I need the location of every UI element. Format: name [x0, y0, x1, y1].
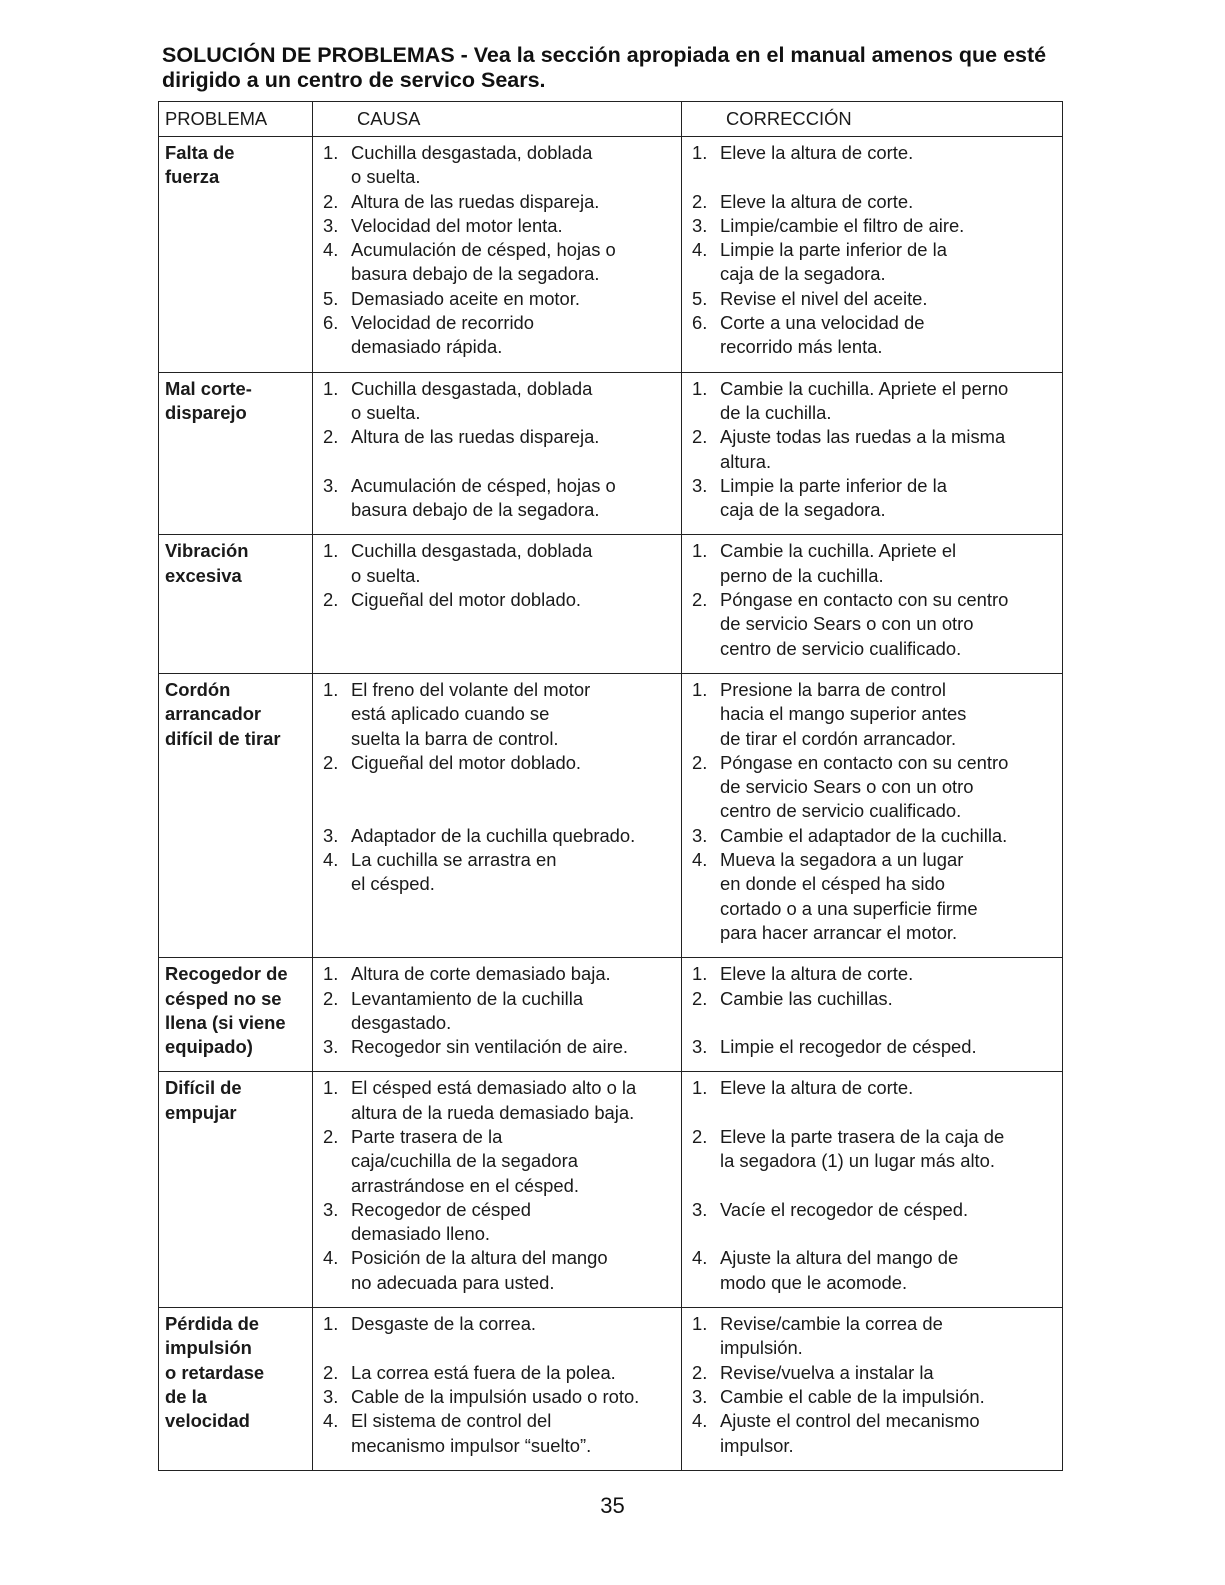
table-row	[159, 1308, 1063, 1471]
item-number: 3.	[692, 1036, 708, 1058]
cause-item	[313, 287, 681, 311]
item-text: Cambie el cable de la impulsión.	[720, 1385, 985, 1407]
problem-cell	[159, 958, 313, 1072]
item-text: Limpie/cambie el filtro de aire.	[720, 214, 965, 236]
cause-cell	[313, 372, 682, 535]
page-title: SOLUCIÓN DE PROBLEMAS - Vea la sección apropiada en el manual amenos que esté dirigido a un centro de servico Sears.	[162, 43, 1047, 92]
problem-label: Recogedor de césped no se llena (si viene equipado)	[165, 963, 288, 1058]
correction-item	[682, 425, 1062, 474]
cause-cell	[313, 1072, 682, 1308]
item-number: 1.	[692, 678, 708, 700]
correction-cell	[682, 958, 1063, 1072]
item-number: 2.	[692, 751, 708, 773]
item-text: Eleve la parte trasera de la caja de la segadora (1) un lugar más alto.	[720, 1125, 1005, 1172]
item-text: Revise/cambie la correa de impulsión.	[720, 1313, 943, 1359]
item-text: Cuchilla desgastada, doblada o suelta.	[351, 540, 593, 586]
item-text: Adaptador de la cuchilla quebrado.	[351, 824, 636, 846]
item-number: 3.	[323, 1036, 339, 1058]
item-text: Posición de la altura del mango no adecuada para usted.	[351, 1247, 608, 1293]
item-number: 4.	[692, 849, 708, 871]
item-number: 2.	[692, 426, 708, 448]
table-row	[159, 137, 1063, 373]
item-number: 3.	[692, 824, 708, 846]
item-number: 6.	[692, 312, 708, 334]
table-row	[159, 673, 1063, 957]
cause-item	[313, 1076, 681, 1125]
correction-item	[682, 1361, 1062, 1385]
correction-item	[682, 1076, 1062, 1100]
item-text: Corte a una velocidad de recorrido más lenta.	[720, 312, 925, 358]
item-number: 2.	[323, 190, 339, 212]
item-text: Cambie el adaptador de la cuchilla.	[720, 824, 1008, 846]
troubleshooting-table	[158, 101, 1063, 1471]
cause-item	[313, 987, 681, 1036]
item-text: Póngase en contacto con su centro de servicio Sears o con un otro centro de servicio cualificado.	[720, 751, 1009, 822]
item-text: Altura de las ruedas dispareja.	[351, 190, 600, 212]
cause-item	[313, 1409, 681, 1458]
cause-item	[313, 588, 681, 612]
item-text: Eleve la altura de corte.	[720, 963, 914, 985]
item-number: 4.	[323, 1410, 339, 1432]
item-text: Revise/vuelva a instalar la	[720, 1361, 934, 1383]
item-text: Limpie el recogedor de césped.	[720, 1036, 977, 1058]
correction-item	[682, 1246, 1062, 1295]
correction-item	[682, 141, 1062, 165]
item-number: 2.	[692, 589, 708, 611]
correction-item	[682, 238, 1062, 287]
item-text: Eleve la altura de corte.	[720, 1077, 914, 1099]
item-text: Cambie la cuchilla. Apriete el perno de la cuchilla.	[720, 540, 957, 586]
item-text: Altura de las ruedas dispareja.	[351, 426, 600, 448]
item-text: Recogedor de césped demasiado lleno.	[351, 1198, 531, 1245]
cause-cell	[313, 535, 682, 673]
item-text: Acumulación de césped, hojas o basura debajo de la segadora.	[351, 239, 616, 285]
correction-item	[682, 539, 1062, 588]
item-number: 1.	[692, 377, 708, 399]
spacer	[313, 1336, 681, 1360]
cause-item	[313, 1035, 681, 1059]
cause-item	[313, 425, 681, 449]
item-text: Limpie la parte inferior de la caja de la segadora.	[720, 239, 947, 285]
item-number: 3.	[323, 824, 339, 846]
item-number: 3.	[692, 474, 708, 496]
correction-item	[682, 1312, 1062, 1361]
item-number: 3.	[323, 1198, 339, 1220]
item-text: Velocidad del motor lenta.	[351, 214, 563, 236]
item-text: Cigueñal del motor doblado.	[351, 751, 582, 773]
cause-item	[313, 678, 681, 751]
item-text: El césped está demasiado alto o la altura de la rueda demasiado baja.	[351, 1077, 637, 1123]
correction-item	[682, 1035, 1062, 1059]
correction-item	[682, 678, 1062, 751]
item-text: Cambie las cuchillas.	[720, 987, 893, 1009]
cause-item	[313, 141, 681, 190]
item-number: 3.	[692, 1198, 708, 1220]
correction-cell	[682, 372, 1063, 535]
item-number: 4.	[692, 239, 708, 261]
correction-item	[682, 1385, 1062, 1409]
problem-cell	[159, 535, 313, 673]
item-number: 6.	[323, 312, 339, 334]
correction-item	[682, 987, 1062, 1011]
item-number: 2.	[692, 1361, 708, 1383]
correction-item	[682, 474, 1062, 523]
table-body	[159, 137, 1063, 1471]
item-text: La cuchilla se arrastra en el césped.	[351, 849, 557, 895]
item-text: Demasiado aceite en motor.	[351, 287, 580, 309]
cause-cell	[313, 1308, 682, 1471]
item-text: Cigueñal del motor doblado.	[351, 589, 582, 611]
correction-item	[682, 751, 1062, 824]
cause-item	[313, 848, 681, 897]
correction-item	[682, 588, 1062, 661]
item-number: 2.	[692, 190, 708, 212]
table-row	[159, 958, 1063, 1072]
spacer	[682, 165, 1062, 189]
item-text: Desgaste de la correa.	[351, 1313, 537, 1335]
item-text: Ajuste el control del mecanismo impulsor.	[720, 1410, 980, 1456]
cause-item	[313, 1246, 681, 1295]
item-number: 3.	[692, 214, 708, 236]
item-text: Eleve la altura de corte.	[720, 142, 914, 163]
item-text: Revise el nivel del aceite.	[720, 287, 928, 309]
correction-item	[682, 1409, 1062, 1458]
cause-cell	[313, 673, 682, 957]
problem-label: Falta de fuerza	[165, 142, 235, 188]
item-number: 1.	[323, 377, 339, 399]
item-number: 2.	[323, 426, 339, 448]
problem-label: Cordón arrancador difícil de tirar	[165, 678, 281, 749]
cause-item	[313, 1361, 681, 1385]
item-text: Ajuste la altura del mango de modo que le acomode.	[720, 1247, 959, 1293]
correction-item	[682, 287, 1062, 311]
item-number: 1.	[323, 540, 339, 562]
item-text: Presione la barra de control hacia el mango superior antes de tirar el cordón arrancador.	[720, 678, 967, 749]
cause-item	[313, 377, 681, 426]
item-number: 5.	[692, 287, 708, 309]
item-number: 2.	[323, 987, 339, 1009]
item-text: Póngase en contacto con su centro de servicio Sears o con un otro centro de servicio cualificado.	[720, 589, 1009, 659]
item-number: 2.	[692, 987, 708, 1009]
cause-item	[313, 1125, 681, 1198]
item-number: 2.	[323, 1361, 339, 1383]
header-problem: PROBLEMA	[159, 102, 313, 137]
item-number: 1.	[323, 963, 339, 985]
cause-item	[313, 214, 681, 238]
item-text: Ajuste todas las ruedas a la misma altura.	[720, 426, 1006, 472]
cause-item	[313, 1312, 681, 1336]
item-number: 4.	[692, 1410, 708, 1432]
item-text: Vacíe el recogedor de césped.	[720, 1198, 969, 1220]
item-text: Recogedor sin ventilación de aire.	[351, 1036, 629, 1058]
item-text: Acumulación de césped, hojas o basura debajo de la segadora.	[351, 474, 616, 521]
cause-item	[313, 751, 681, 775]
header-cause: CAUSA	[313, 102, 682, 137]
item-text: Mueva la segadora a un lugar en donde el césped ha sido cortado o a una superficie firme para hacer arrancar el motor.	[720, 849, 978, 943]
problem-label: Pérdida de impulsión o retardase de la velocidad	[165, 1313, 265, 1432]
problem-cell	[159, 673, 313, 957]
item-text: Cambie la cuchilla. Apriete el perno de la cuchilla.	[720, 377, 1009, 423]
item-text: Velocidad de recorrido demasiado rápida.	[351, 312, 534, 358]
item-number: 2.	[323, 751, 339, 773]
table-row	[159, 372, 1063, 535]
item-number: 1.	[323, 142, 339, 163]
item-number: 2.	[323, 589, 339, 611]
correction-cell	[682, 1308, 1063, 1471]
item-text: Cuchilla desgastada, doblada o suelta.	[351, 142, 593, 188]
correction-item	[682, 1198, 1062, 1222]
problem-cell	[159, 1072, 313, 1308]
correction-item	[682, 311, 1062, 360]
correction-item	[682, 1125, 1062, 1174]
item-text: Altura de corte demasiado baja.	[351, 963, 611, 985]
item-text: La correa está fuera de la polea.	[351, 1361, 616, 1383]
item-number: 1.	[692, 1077, 708, 1099]
item-number: 1.	[692, 963, 708, 985]
cause-cell	[313, 958, 682, 1072]
correction-item	[682, 848, 1062, 945]
problem-label: Mal corte- disparejo	[165, 377, 252, 423]
item-number: 1.	[692, 142, 708, 163]
cause-item	[313, 962, 681, 986]
correction-item	[682, 214, 1062, 238]
spacer	[682, 1011, 1062, 1035]
item-number: 3.	[323, 474, 339, 496]
item-text: Cable de la impulsión usado o roto.	[351, 1385, 640, 1407]
item-text: Cuchilla desgastada, doblada o suelta.	[351, 377, 593, 423]
item-number: 3.	[323, 1385, 339, 1407]
correction-item	[682, 190, 1062, 214]
correction-item	[682, 962, 1062, 986]
item-number: 1.	[323, 1313, 339, 1335]
correction-item	[682, 824, 1062, 848]
item-text: Eleve la altura de corte.	[720, 190, 914, 212]
cause-item	[313, 311, 681, 360]
table-row	[159, 1072, 1063, 1308]
spacer	[313, 450, 681, 474]
item-number: 4.	[323, 1247, 339, 1269]
item-number: 4.	[692, 1247, 708, 1269]
problem-cell	[159, 1308, 313, 1471]
spacer	[313, 799, 681, 823]
spacer	[682, 1174, 1062, 1198]
cause-cell	[313, 137, 682, 373]
item-number: 5.	[323, 287, 339, 309]
cause-item	[313, 474, 681, 523]
correction-cell	[682, 137, 1063, 373]
item-number: 2.	[323, 1125, 339, 1147]
table-header-row	[159, 102, 1063, 137]
item-text: Parte trasera de la caja/cuchilla de la segadora arrastrándose en el césped.	[351, 1125, 579, 1196]
item-number: 3.	[323, 214, 339, 236]
item-number: 1.	[692, 540, 708, 562]
spacer	[682, 1222, 1062, 1246]
correction-item	[682, 377, 1062, 426]
page-number: 35	[600, 1493, 625, 1518]
item-number: 4.	[323, 849, 339, 871]
problem-cell	[159, 372, 313, 535]
problem-cell	[159, 137, 313, 373]
correction-cell	[682, 673, 1063, 957]
problem-label: Difícil de empujar	[165, 1077, 242, 1123]
cause-item	[313, 1198, 681, 1247]
item-number: 1.	[323, 1077, 339, 1099]
item-number: 1.	[692, 1313, 708, 1335]
item-text: Limpie la parte inferior de la caja de la segadora.	[720, 474, 947, 521]
item-text: El sistema de control del mecanismo impulsor “suelto”.	[351, 1410, 592, 1456]
problem-label: Vibración excesiva	[165, 540, 249, 586]
item-number: 2.	[692, 1125, 708, 1147]
header-correction: CORRECCIÓN	[682, 102, 1063, 137]
cause-item	[313, 539, 681, 588]
item-text: El freno del volante del motor está aplicado cuando se suelta la barra de control.	[351, 678, 591, 749]
spacer	[682, 1101, 1062, 1125]
item-text: Levantamiento de la cuchilla desgastado.	[351, 987, 584, 1033]
spacer	[313, 775, 681, 799]
item-number: 1.	[323, 678, 339, 700]
cause-item	[313, 238, 681, 287]
cause-item	[313, 190, 681, 214]
item-number: 4.	[323, 239, 339, 261]
table-row	[159, 535, 1063, 673]
correction-cell	[682, 1072, 1063, 1308]
cause-item	[313, 824, 681, 848]
item-number: 3.	[692, 1385, 708, 1407]
cause-item	[313, 1385, 681, 1409]
correction-cell	[682, 535, 1063, 673]
